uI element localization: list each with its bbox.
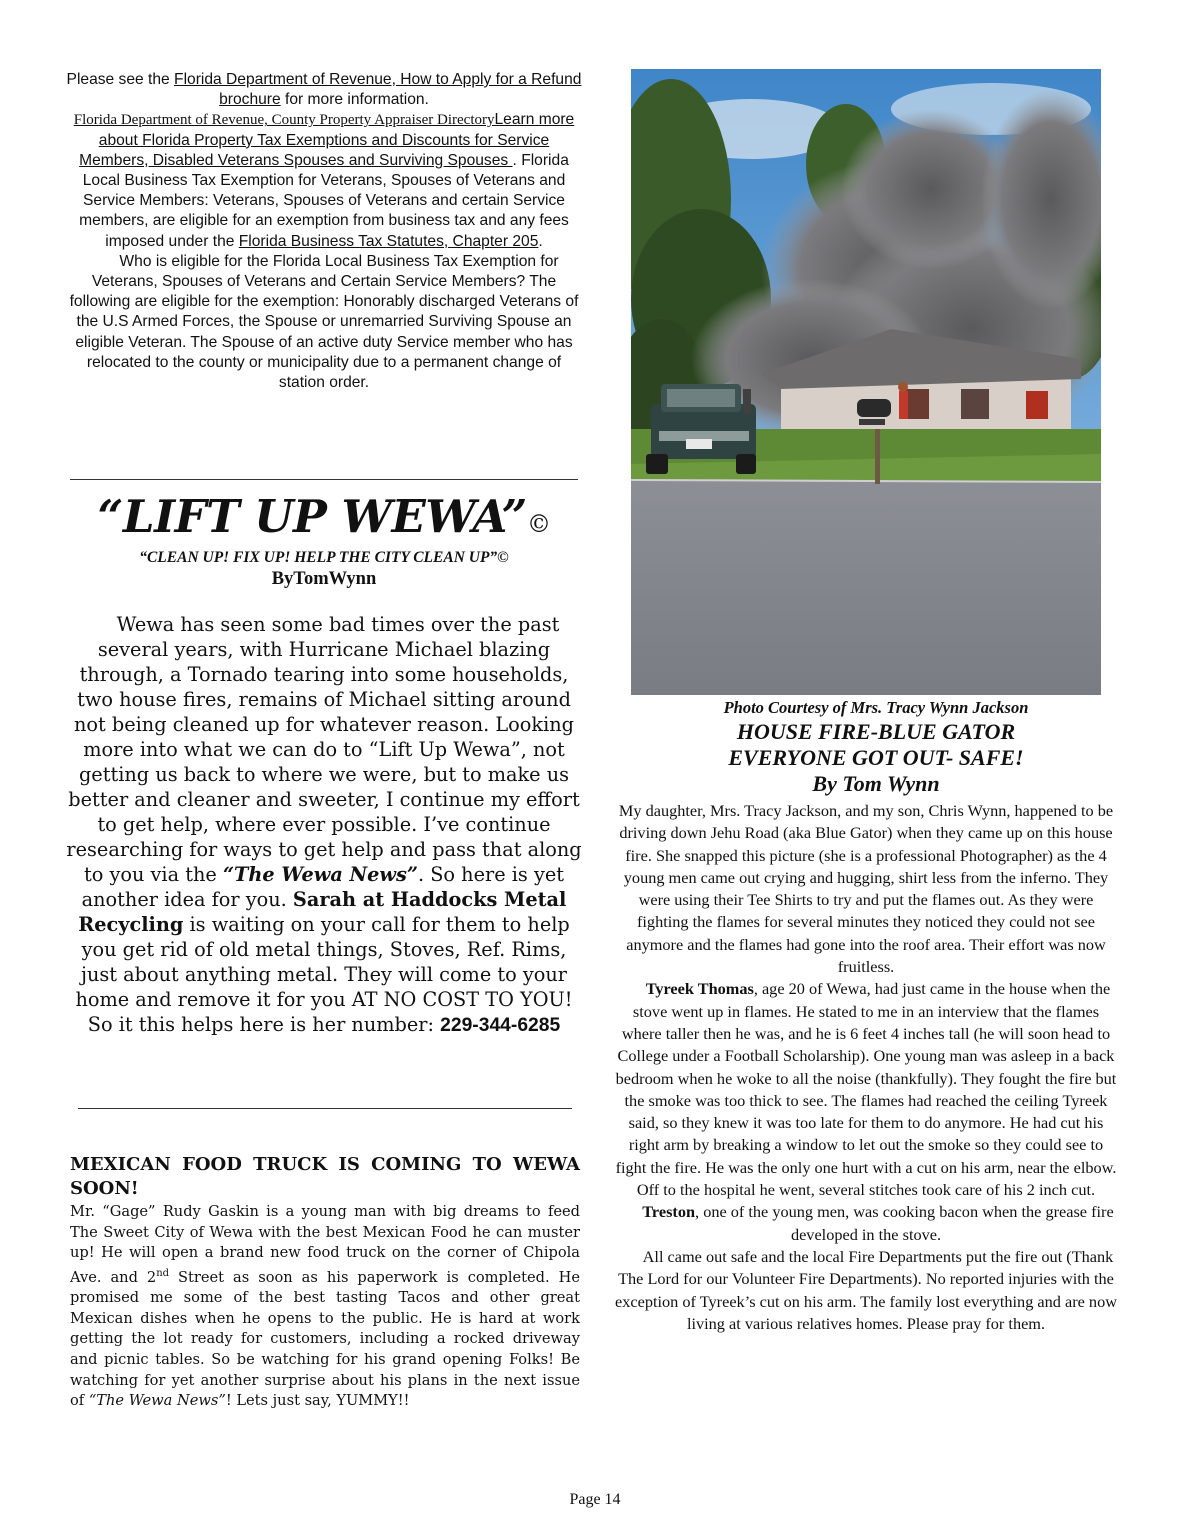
fire-paragraph-4: All came out safe and the local Fire Departments put the fire out (Thank The Lord for our Volunteer Fire Departments). No reported injuries with the exception of Tyreek’s cut on his arm. The family lost everything and are now living at various relatives homes. Please pray for them. [615,1246,1117,1333]
fire-paragraph-1: My daughter, Mrs. Tracy Jackson, and my son, Chris Wynn, happened to be driving down Jehu Road (aka Blue Gator) when they came up on this house fire. She snapped this picture (she is a professional Photographer) as the 4 young men came out crying and hugging, shirt less from the inferno. They were using their Tee Shirts to try and put the flames out. As they were fighting the flames for several minutes they noticed they could not see anymore and the flames had gone into the roof area. Their effort was now fruitless. [618,801,1114,977]
appraiser-directory-link[interactable]: Florida Department of Revenue, County Property Appraiser Directory [73,112,495,129]
divider-bottom [78,1108,572,1109]
photo-caption: Photo Courtesy of Mrs. Tracy Wynn Jackson [723,698,1029,717]
food-truck-paragraph-1: Mr. “Gage” Rudy Gaskin is a young man with big dreams to feed The Sweet City of Wewa with the best Mexican Food he can muster up! He will open a brand new food truck on the corner of Chipola Ave. and 2 [70,1203,580,1286]
fire-headline-line-2: EVERYONE GOT OUT- SAFE! [728,745,1024,770]
business-tax-text: . Florida Local Business Tax Exemption for Veterans, Spouses of Veterans and Service Members: Veterans, Spouses of Veterans and certain Service members, are eligible for an exemption from business tax and any fees imposed under the [79,151,569,250]
business-tax-period: . [538,232,543,250]
food-truck-body [70,1202,580,1412]
fire-byline: By Tom Wynn [812,771,940,796]
lift-paragraph-3: is waiting on your call for them to help you get rid of old metal things, Stoves, Ref. Rims, just about anything metal. They will come to your home and remove it for you AT NO COST TO YOU! So it this helps here is her number: [75,913,573,1036]
lift-paragraph-1: Wewa has seen some bad times over the past several years, with Hurricane Michael blazing through, a Tornado tearing into some households, two house fires, remains of Michael sitting around not being cleaned up for whatever reason. Looking more into what we can do to “Lift Up Wewa”, not getting us back to where we were, but to make us better and cleaner and sweeter, I continue my effort to get help, where ever possible. I’ve continue researching for ways to get help and pass that along to you via the [66,613,582,886]
property-tax-exemptions-link[interactable]: Learn more about Florida Property Tax Exemptions and Discounts for Service Members, Disabled Veterans Spouses and Surviving Spouses [79,111,575,169]
lift-body [66,612,582,1038]
lift-news-name: “The Wewa News” [222,863,418,886]
food-truck-paragraph-2: Street as soon as his paperwork is completed. He promised me some of the best tasting Tacos and other great Mexican dishes when he opens to the public. He is hard at work getting the lot ready for customers, including a rocked driveway and picnic tables. So be watching for his grand opening Folks! Be watching for yet another surprise about his plans in the next issue of [70,1268,580,1410]
lift-paragraph-2: . So here is yet another idea for you. [81,863,564,911]
fire-paragraph-3-text: , one of the young men, was cooking bacon when the grease fire developed in the stove. [695,1202,1114,1244]
fire-paragraph-2 [612,978,1120,1201]
food-truck-headline: MEXICAN FOOD TRUCK IS COMING TO WEWA SOON! [70,1154,580,1199]
tyreek-name: Tyreek Thomas [645,979,754,999]
fire-paragraph-3 [612,1201,1120,1246]
lift-subtitle: “CLEAN UP! FIX UP! HELP THE CITY CLEAN UP”© [139,549,509,566]
fire-paragraph-2-text: , age 20 of Wewa, had just came in the house when the stove went up in flames. He stated to me in an interview that the flames where taller then he was, and he is 6 feet 4 inches tall (he will soon head to College under a Football Scholarship). One young man was asleep in a back bedroom when he woke to all the noise (thankfully). They fought the fire but the smoke was too thick to see. The flames had reached the ceiling Tyreek said, so they knew it was too late for them to do anymore. He had cut his right arm by breaking a window to let out the smoke so they could see to fight the fire. He was the only one hurt with a cut on his arm, near the elbow. Off to the hospital he went, several stitches took care of his 2 inch cut. [615,979,1117,1200]
food-truck-paragraph-3: ! Lets just say, YUMMY!! [225,1392,410,1410]
refund-brochure-link[interactable]: Florida Department of Revenue, How to Apply for a Refund brochure [174,71,582,109]
tax-exemption-info [66,70,582,393]
divider-top [70,479,578,480]
copyright-mark: © [526,510,551,538]
ordinal-suffix: nd [156,1267,170,1279]
lift-title-text: “LIFT UP WEWA” [97,490,527,543]
food-truck-news-name: “The Wewa News” [88,1392,226,1410]
treston-name: Treston [642,1202,696,1222]
fire-headline-line-1: HOUSE FIRE-BLUE GATOR [736,719,1016,744]
house-fire-body [612,800,1120,1335]
phone-number: 229-344-6285 [440,1015,561,1036]
house-fire-headline [608,719,1144,797]
page-number: Page 14 [569,1491,621,1508]
refund-intro-tail: for more information. [280,91,429,109]
house-fire-photo [631,69,1101,695]
haddocks-recycling-name: Sarah at Haddocks Metal Recycling [78,888,567,936]
business-tax-statutes-link[interactable]: Florida Business Tax Statutes, Chapter 205 [238,232,539,250]
refund-intro-text: Please see the [66,71,175,88]
eligibility-text: Who is eligible for the Florida Local Business Tax Exemption for Veterans, Spouses of Veterans and Certain Service Members? The following are eligible for the exemption: Honorably discharged Veterans of the U.S Armed Forces, the Spouse or unremarried Surviving Spouse an eligible Veteran. The Spouse of an active duty Service member who has relocated to the county or municipality due to a permanent change of station order. [69,252,579,392]
lift-byline: ByTomWynn [271,569,377,589]
lift-up-wewa-title [66,490,582,551]
